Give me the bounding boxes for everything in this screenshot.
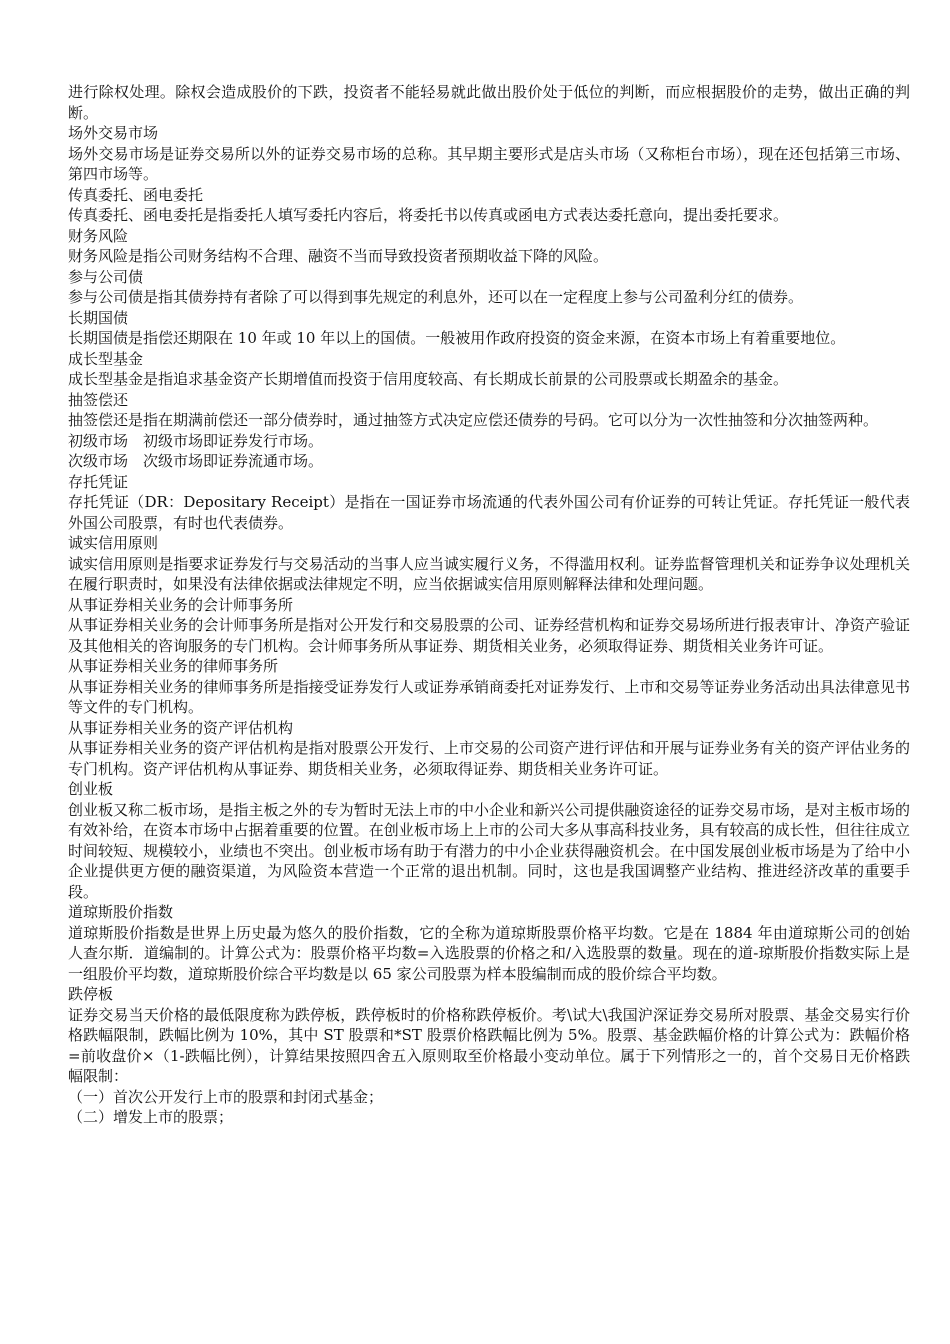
term-heading: 从事证券相关业务的资产评估机构 <box>68 718 294 737</box>
paragraph: 证券交易当天价格的最低限度称为跌停板，跌停板时的价格称跌停板价。考\试大\我国沪深证券交易所对股票、基金交易实行价格跌幅限制，跌幅比例为 10%，其中 ST 股票和*ST 股票价格跌幅比例为 5%。股票、基金跌幅价格的计算公式为：跌幅价格=前收盘价×（1-跌幅比例），计算结果按照四舍五入原则取至价格最小变动单位。属于下列情形之一的，首个交易日无价格跌幅限制： <box>68 1005 910 1085</box>
term-heading: 存托凭证 <box>68 472 129 491</box>
term-heading: 传真委托、函电委托 <box>68 185 204 204</box>
term-heading: 从事证券相关业务的律师事务所 <box>68 657 279 675</box>
paragraph: 参与公司债是指其债券持有者除了可以得到事先规定的利息外，还可以在一定程度上参与公司盈利分红的债券。 <box>68 288 804 306</box>
term-heading: 诚实信用原则 <box>68 534 159 552</box>
paragraph: 长期国债是指偿还期限在 10 年或 10 年以上的国债。一般被用作政府投资的资金来源，在资本市场上有着重要地位。 <box>68 329 846 347</box>
paragraph: 初级市场 初级市场即证券发行市场。 <box>68 431 324 450</box>
term-heading: 抽签偿还 <box>68 390 129 409</box>
term-heading: 成长型基金 <box>68 349 144 368</box>
paragraph: 传真委托、函电委托是指委托人填写委托内容后，将委托书以传真或函电方式表达委托意向，提出委托要求。 <box>68 206 789 224</box>
paragraph: 进行除权处理。除权会造成股价的下跌，投资者不能轻易就此做出股价处于低位的判断，而应根据股价的走势，做出正确的判断。 <box>68 83 910 122</box>
paragraph: 成长型基金是指追求基金资产长期增值而投资于信用度较高、有长期成长前景的公司股票或长期盈余的基金。 <box>68 370 789 388</box>
paragraph: 道琼斯股价指数是世界上历史最为悠久的股价指数，它的全称为道琼斯股票价格平均数。它是在 1884 年由道琼斯公司的创始人查尔斯．道编制的。计算公式为：股票价格平均数=入选股票的价格之和/入选股票的数量。现在的道-琼斯股价指数实际上是一组股价平均数，道琼斯股价综合平均数是以 65 家公司股票为样本股编制而成的股价综合平均数。 <box>68 923 910 983</box>
paragraph: 从事证券相关业务的会计师事务所是指对公开发行和交易股票的公司、证券经营机构和证券交易场所进行报表审计、净资产验证及其他相关的咨询服务的专门机构。会计师事务所从事证券、期货相关业务，必须取得证券、期货相关业务许可证。 <box>68 616 910 655</box>
term-heading: 场外交易市场 <box>68 124 159 142</box>
paragraph: 场外交易市场是证券交易所以外的证券交易市场的总称。其早期主要形式是店头市场（又称柜台市场），现在还包括第三市场、第四市场等。 <box>68 144 910 183</box>
paragraph: 财务风险是指公司财务结构不合理、融资不当而导致投资者预期收益下降的风险。 <box>68 247 609 265</box>
paragraph: 诚实信用原则是指要求证券发行与交易活动的当事人应当诚实履行义务，不得滥用权利。证券监督管理机关和证券争议处理机关在履行职责时，如果没有法律依据或法律规定不明，应当依据诚实信用原则解释法律和处理问题。 <box>68 554 910 593</box>
term-heading: 参与公司债 <box>68 267 144 286</box>
term-heading: 跌停板 <box>68 985 114 1003</box>
list-item: （一）首次公开发行上市的股票和封闭式基金； <box>68 1087 384 1106</box>
paragraph: 从事证券相关业务的律师事务所是指接受证券发行人或证券承销商委托对证券发行、上市和交易等证券业务活动出具法律意见书等文件的专门机构。 <box>68 677 910 716</box>
term-heading: 道琼斯股价指数 <box>68 903 174 921</box>
list-item: （二）增发上市的股票； <box>68 1108 234 1126</box>
paragraph: 抽签偿还是指在期满前偿还一部分债券时，通过抽签方式决定应偿还债券的号码。它可以分为一次性抽签和分次抽签两种。 <box>68 411 879 429</box>
term-heading: 从事证券相关业务的会计师事务所 <box>68 595 294 614</box>
term-heading: 财务风险 <box>68 226 129 245</box>
paragraph: 存托凭证（DR：Depositary Receipt）是指在一国证券市场流通的代表外国公司有价证券的可转让凭证。存托凭证一般代表外国公司股票，有时也代表债券。 <box>68 493 910 532</box>
term-heading: 长期国债 <box>68 308 129 327</box>
paragraph: 从事证券相关业务的资产评估机构是指对股票公开发行、上市交易的公司资产进行评估和开展与证券业务有关的资产评估业务的专门机构。资产评估机构从事证券、期货相关业务，必须取得证券、期货相关业务许可证。 <box>68 739 910 778</box>
term-heading: 创业板 <box>68 780 114 798</box>
paragraph: 创业板又称二板市场，是指主板之外的专为暂时无法上市的中小企业和新兴公司提供融资途径的证券交易市场，是对主板市场的有效补给，在资本市场中占据着重要的位置。在创业板市场上上市的公司大多从事高科技业务，具有较高的成长性，但往往成立时间较短、规模较小，业绩也不突出。创业板市场有助于有潜力的中小企业获得融资机会。在中国发展创业板市场是为了给中小企业提供更方便的融资渠道，为风险资本营造一个正常的退出机制。同时，这也是我国调整产业结构、推进经济改革的重要手段。 <box>68 800 910 901</box>
paragraph: 次级市场 次级市场即证券流通市场。 <box>68 452 324 470</box>
